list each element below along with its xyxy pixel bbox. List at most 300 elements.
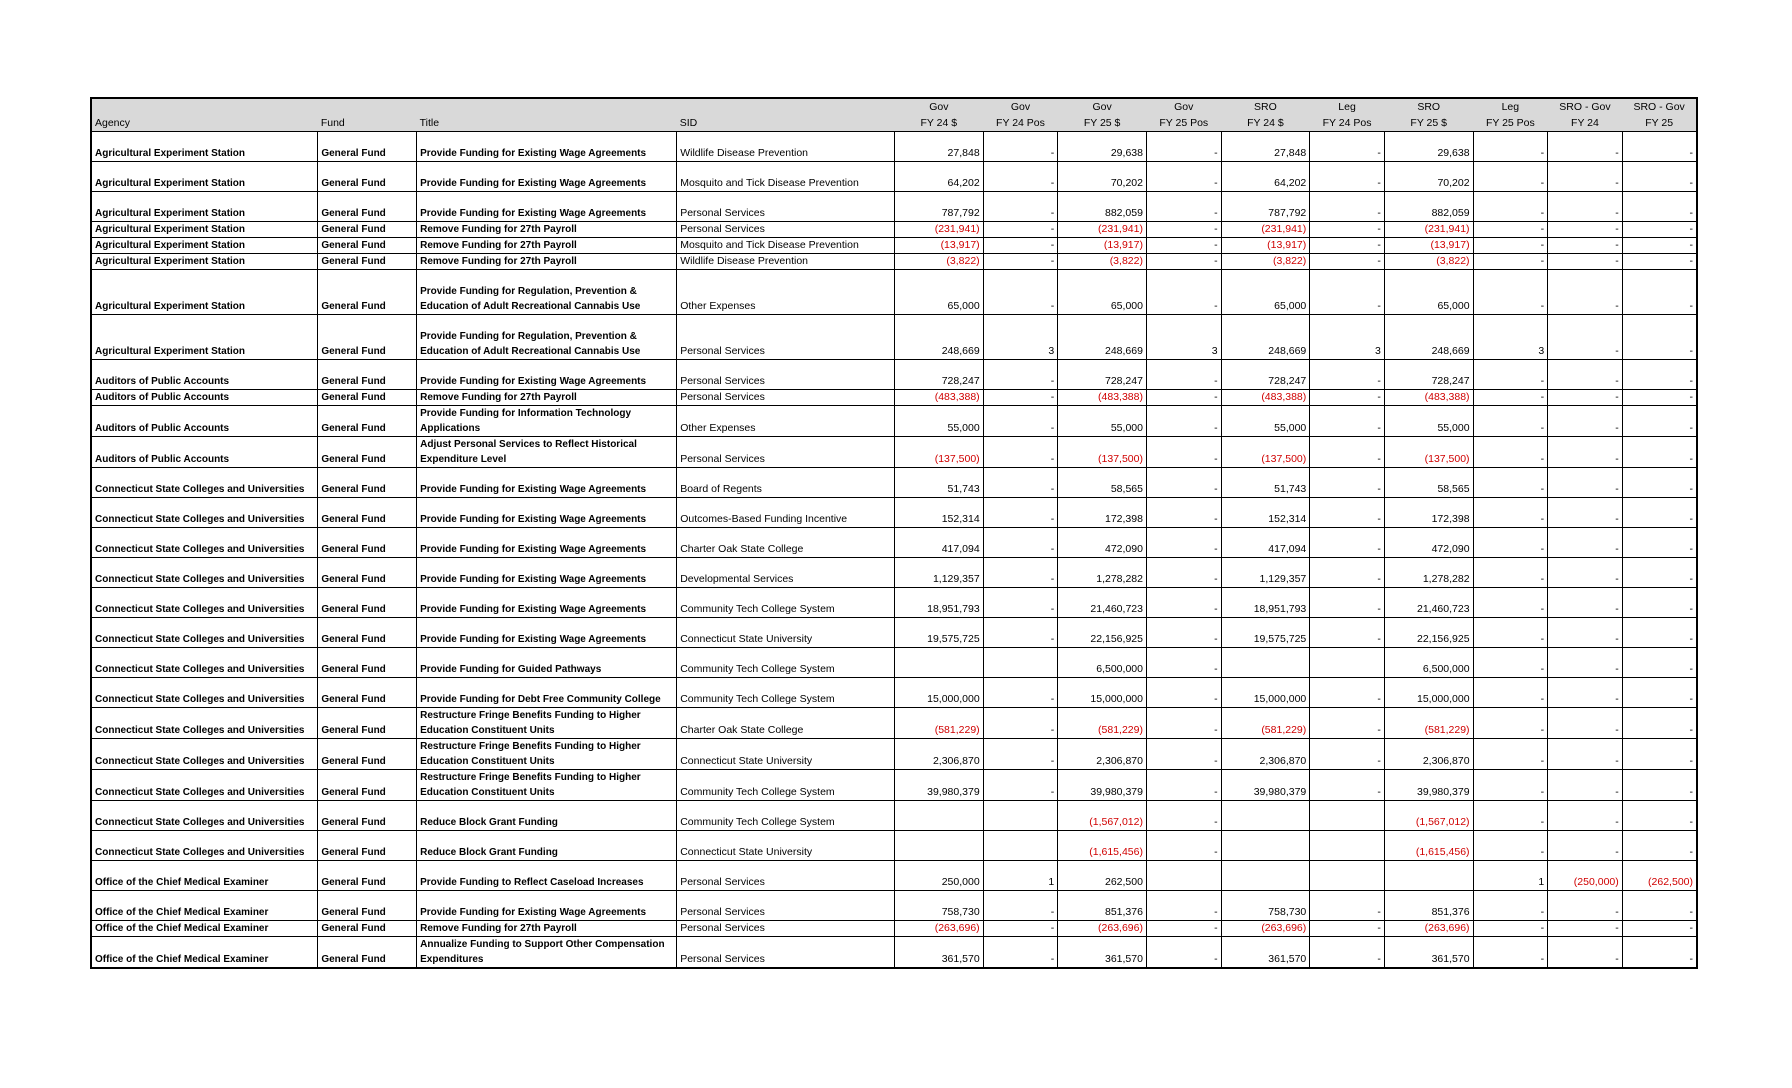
cell-title: Remove Funding for 27th Payroll bbox=[417, 222, 677, 238]
table-row bbox=[91, 390, 1697, 406]
cell-value-col-9: - bbox=[1310, 739, 1385, 770]
cell-value-col-4: 787,792 bbox=[894, 192, 983, 222]
cell-sid: Wildlife Disease Prevention bbox=[677, 132, 895, 162]
cell-value-col-6: 172,398 bbox=[1058, 498, 1147, 528]
cell-fund: General Fund bbox=[318, 498, 417, 528]
table-row bbox=[91, 468, 1697, 498]
cell-agency: Agricultural Experiment Station bbox=[91, 132, 318, 162]
cell-sid: Charter Oak State College bbox=[677, 708, 895, 739]
cell-value-col-11: - bbox=[1473, 437, 1548, 468]
cell-value-col-13: - bbox=[1622, 770, 1697, 801]
table-row bbox=[91, 739, 1697, 770]
cell-title: Provide Funding for Existing Wage Agreements bbox=[417, 588, 677, 618]
cell-value-col-8: 2,306,870 bbox=[1221, 739, 1310, 770]
cell-value-col-9: - bbox=[1310, 937, 1385, 969]
table-row bbox=[91, 861, 1697, 891]
cell-value-col-13: - bbox=[1622, 360, 1697, 390]
cell-value-col-7: - bbox=[1146, 801, 1221, 831]
table-row bbox=[91, 315, 1697, 360]
cell-value-col-8 bbox=[1221, 801, 1310, 831]
cell-value-col-10: 21,460,723 bbox=[1384, 588, 1473, 618]
cell-fund: General Fund bbox=[318, 238, 417, 254]
header-top-col-4: Gov bbox=[894, 98, 983, 115]
table-row bbox=[91, 528, 1697, 558]
cell-value-col-7: - bbox=[1146, 162, 1221, 192]
table-row bbox=[91, 270, 1697, 315]
cell-value-col-8: 728,247 bbox=[1221, 360, 1310, 390]
cell-value-col-4: (3,822) bbox=[894, 254, 983, 270]
cell-title: Restructure Fringe Benefits Funding to Higher Education Constituent Units bbox=[417, 708, 677, 739]
cell-value-col-11: - bbox=[1473, 937, 1548, 969]
cell-value-col-10: 882,059 bbox=[1384, 192, 1473, 222]
cell-value-col-10: 65,000 bbox=[1384, 270, 1473, 315]
cell-fund: General Fund bbox=[318, 831, 417, 861]
cell-value-col-6: 361,570 bbox=[1058, 937, 1147, 969]
cell-value-col-12: - bbox=[1548, 238, 1623, 254]
cell-value-col-10: 55,000 bbox=[1384, 406, 1473, 437]
cell-value-col-5: - bbox=[983, 588, 1058, 618]
cell-value-col-10: 361,570 bbox=[1384, 937, 1473, 969]
cell-value-col-9: - bbox=[1310, 132, 1385, 162]
cell-title: Provide Funding for Existing Wage Agreements bbox=[417, 528, 677, 558]
cell-value-col-10: (581,229) bbox=[1384, 708, 1473, 739]
table-row bbox=[91, 254, 1697, 270]
cell-agency: Connecticut State Colleges and Universities bbox=[91, 678, 318, 708]
cell-agency: Agricultural Experiment Station bbox=[91, 254, 318, 270]
cell-value-col-9: - bbox=[1310, 437, 1385, 468]
table-row bbox=[91, 831, 1697, 861]
cell-value-col-10: 29,638 bbox=[1384, 132, 1473, 162]
table-row bbox=[91, 770, 1697, 801]
cell-value-col-10: 728,247 bbox=[1384, 360, 1473, 390]
cell-value-col-4: 15,000,000 bbox=[894, 678, 983, 708]
cell-agency: Agricultural Experiment Station bbox=[91, 315, 318, 360]
cell-value-col-13: - bbox=[1622, 937, 1697, 969]
cell-value-col-5: - bbox=[983, 891, 1058, 921]
cell-sid: Personal Services bbox=[677, 861, 895, 891]
cell-value-col-4: 758,730 bbox=[894, 891, 983, 921]
cell-value-col-13: - bbox=[1622, 315, 1697, 360]
cell-title: Provide Funding for Existing Wage Agreements bbox=[417, 618, 677, 648]
cell-value-col-13: - bbox=[1622, 390, 1697, 406]
cell-value-col-12: - bbox=[1548, 588, 1623, 618]
cell-value-col-9: - bbox=[1310, 238, 1385, 254]
cell-value-col-11: - bbox=[1473, 708, 1548, 739]
cell-value-col-12: - bbox=[1548, 222, 1623, 238]
cell-value-col-10: 22,156,925 bbox=[1384, 618, 1473, 648]
cell-agency: Auditors of Public Accounts bbox=[91, 360, 318, 390]
header-top-col-12: SRO - Gov bbox=[1548, 98, 1623, 115]
cell-value-col-9: 3 bbox=[1310, 315, 1385, 360]
cell-value-col-11: - bbox=[1473, 618, 1548, 648]
cell-value-col-10: 6,500,000 bbox=[1384, 648, 1473, 678]
cell-value-col-5: - bbox=[983, 390, 1058, 406]
cell-title: Restructure Fringe Benefits Funding to Higher Education Constituent Units bbox=[417, 739, 677, 770]
header-col-3: SID bbox=[677, 115, 895, 132]
cell-value-col-11: - bbox=[1473, 770, 1548, 801]
cell-value-col-6: 728,247 bbox=[1058, 360, 1147, 390]
cell-agency: Connecticut State Colleges and Universities bbox=[91, 498, 318, 528]
cell-fund: General Fund bbox=[318, 254, 417, 270]
cell-value-col-9: - bbox=[1310, 254, 1385, 270]
cell-value-col-6: 248,669 bbox=[1058, 315, 1147, 360]
header-col-1: Fund bbox=[318, 115, 417, 132]
cell-value-col-10: (483,388) bbox=[1384, 390, 1473, 406]
cell-value-col-4: 64,202 bbox=[894, 162, 983, 192]
cell-value-col-6: (231,941) bbox=[1058, 222, 1147, 238]
cell-value-col-5: - bbox=[983, 192, 1058, 222]
cell-value-col-9: - bbox=[1310, 406, 1385, 437]
cell-value-col-7: - bbox=[1146, 588, 1221, 618]
cell-value-col-9: - bbox=[1310, 390, 1385, 406]
cell-value-col-9 bbox=[1310, 648, 1385, 678]
cell-fund: General Fund bbox=[318, 588, 417, 618]
cell-agency: Connecticut State Colleges and Universities bbox=[91, 528, 318, 558]
cell-value-col-4: 728,247 bbox=[894, 360, 983, 390]
cell-value-col-5: - bbox=[983, 618, 1058, 648]
cell-value-col-11: - bbox=[1473, 801, 1548, 831]
cell-value-col-6: (263,696) bbox=[1058, 921, 1147, 937]
cell-value-col-10: 2,306,870 bbox=[1384, 739, 1473, 770]
cell-value-col-5 bbox=[983, 648, 1058, 678]
cell-agency: Connecticut State Colleges and Universities bbox=[91, 468, 318, 498]
cell-value-col-11: - bbox=[1473, 678, 1548, 708]
cell-value-col-4: 27,848 bbox=[894, 132, 983, 162]
cell-value-col-4: 39,980,379 bbox=[894, 770, 983, 801]
cell-agency: Agricultural Experiment Station bbox=[91, 222, 318, 238]
cell-value-col-13: - bbox=[1622, 921, 1697, 937]
table-row bbox=[91, 360, 1697, 390]
table-row bbox=[91, 648, 1697, 678]
cell-value-col-12: - bbox=[1548, 468, 1623, 498]
cell-value-col-12: - bbox=[1548, 270, 1623, 315]
cell-value-col-5: - bbox=[983, 498, 1058, 528]
cell-value-col-13: - bbox=[1622, 222, 1697, 238]
cell-value-col-6: 882,059 bbox=[1058, 192, 1147, 222]
cell-value-col-11: - bbox=[1473, 648, 1548, 678]
cell-value-col-8: 1,129,357 bbox=[1221, 558, 1310, 588]
cell-title: Annualize Funding to Support Other Compensation Expenditures bbox=[417, 937, 677, 969]
cell-value-col-6: 29,638 bbox=[1058, 132, 1147, 162]
cell-value-col-5: - bbox=[983, 437, 1058, 468]
cell-value-col-9: - bbox=[1310, 528, 1385, 558]
cell-value-col-5: - bbox=[983, 162, 1058, 192]
cell-value-col-8: 15,000,000 bbox=[1221, 678, 1310, 708]
cell-value-col-12: - bbox=[1548, 801, 1623, 831]
cell-value-col-8: 65,000 bbox=[1221, 270, 1310, 315]
cell-value-col-7: - bbox=[1146, 891, 1221, 921]
cell-value-col-13: - bbox=[1622, 678, 1697, 708]
cell-value-col-8: 18,951,793 bbox=[1221, 588, 1310, 618]
cell-value-col-7: - bbox=[1146, 192, 1221, 222]
header-col-4: FY 24 $ bbox=[894, 115, 983, 132]
cell-value-col-12: - bbox=[1548, 498, 1623, 528]
cell-value-col-13: - bbox=[1622, 739, 1697, 770]
cell-value-col-7: - bbox=[1146, 468, 1221, 498]
cell-value-col-4 bbox=[894, 831, 983, 861]
cell-value-col-5: - bbox=[983, 468, 1058, 498]
cell-value-col-10: 472,090 bbox=[1384, 528, 1473, 558]
header-top-col-2 bbox=[417, 98, 677, 115]
cell-value-col-13: - bbox=[1622, 192, 1697, 222]
cell-title: Provide Funding for Existing Wage Agreements bbox=[417, 498, 677, 528]
cell-value-col-8: 19,575,725 bbox=[1221, 618, 1310, 648]
cell-value-col-6: 39,980,379 bbox=[1058, 770, 1147, 801]
cell-fund: General Fund bbox=[318, 315, 417, 360]
cell-value-col-12: - bbox=[1548, 770, 1623, 801]
cell-value-col-7: - bbox=[1146, 558, 1221, 588]
cell-value-col-13: - bbox=[1622, 498, 1697, 528]
cell-value-col-12: - bbox=[1548, 921, 1623, 937]
header-top-col-8: SRO bbox=[1221, 98, 1310, 115]
cell-title: Remove Funding for 27th Payroll bbox=[417, 254, 677, 270]
cell-fund: General Fund bbox=[318, 437, 417, 468]
cell-title: Provide Funding to Reflect Caseload Increases bbox=[417, 861, 677, 891]
cell-value-col-13: - bbox=[1622, 270, 1697, 315]
table-row bbox=[91, 891, 1697, 921]
cell-fund: General Fund bbox=[318, 468, 417, 498]
cell-sid: Personal Services bbox=[677, 437, 895, 468]
cell-value-col-13: (262,500) bbox=[1622, 861, 1697, 891]
header-top-col-6: Gov bbox=[1058, 98, 1147, 115]
cell-title: Restructure Fringe Benefits Funding to Higher Education Constituent Units bbox=[417, 770, 677, 801]
cell-value-col-9: - bbox=[1310, 192, 1385, 222]
cell-value-col-10: (263,696) bbox=[1384, 921, 1473, 937]
cell-value-col-10: 1,278,282 bbox=[1384, 558, 1473, 588]
cell-agency: Agricultural Experiment Station bbox=[91, 192, 318, 222]
cell-value-col-7: - bbox=[1146, 648, 1221, 678]
cell-value-col-4: 1,129,357 bbox=[894, 558, 983, 588]
cell-value-col-6: 2,306,870 bbox=[1058, 739, 1147, 770]
cell-agency: Agricultural Experiment Station bbox=[91, 270, 318, 315]
cell-value-col-6: 22,156,925 bbox=[1058, 618, 1147, 648]
cell-value-col-4: 361,570 bbox=[894, 937, 983, 969]
cell-sid: Personal Services bbox=[677, 891, 895, 921]
cell-title: Provide Funding for Information Technology Applications bbox=[417, 406, 677, 437]
cell-agency: Office of the Chief Medical Examiner bbox=[91, 937, 318, 969]
cell-agency: Agricultural Experiment Station bbox=[91, 162, 318, 192]
cell-value-col-8 bbox=[1221, 861, 1310, 891]
table-row bbox=[91, 708, 1697, 739]
table-row bbox=[91, 238, 1697, 254]
cell-value-col-11: - bbox=[1473, 360, 1548, 390]
cell-value-col-5: - bbox=[983, 921, 1058, 937]
cell-value-col-7: - bbox=[1146, 937, 1221, 969]
cell-value-col-6: (1,615,456) bbox=[1058, 831, 1147, 861]
cell-value-col-5: - bbox=[983, 678, 1058, 708]
table-row bbox=[91, 406, 1697, 437]
cell-fund: General Fund bbox=[318, 360, 417, 390]
cell-value-col-8: (231,941) bbox=[1221, 222, 1310, 238]
cell-sid: Personal Services bbox=[677, 192, 895, 222]
cell-title: Provide Funding for Guided Pathways bbox=[417, 648, 677, 678]
cell-value-col-7: - bbox=[1146, 528, 1221, 558]
cell-value-col-9: - bbox=[1310, 770, 1385, 801]
cell-value-col-9: - bbox=[1310, 468, 1385, 498]
header-top-col-7: Gov bbox=[1146, 98, 1221, 115]
cell-value-col-6: (581,229) bbox=[1058, 708, 1147, 739]
cell-value-col-5: - bbox=[983, 937, 1058, 969]
cell-value-col-5: 3 bbox=[983, 315, 1058, 360]
cell-value-col-12: - bbox=[1548, 192, 1623, 222]
cell-value-col-4: 51,743 bbox=[894, 468, 983, 498]
cell-agency: Connecticut State Colleges and Universities bbox=[91, 801, 318, 831]
cell-value-col-8: (483,388) bbox=[1221, 390, 1310, 406]
cell-value-col-4 bbox=[894, 801, 983, 831]
cell-value-col-9: - bbox=[1310, 558, 1385, 588]
cell-fund: General Fund bbox=[318, 861, 417, 891]
cell-agency: Connecticut State Colleges and Universities bbox=[91, 739, 318, 770]
cell-value-col-11: 3 bbox=[1473, 315, 1548, 360]
cell-fund: General Fund bbox=[318, 891, 417, 921]
cell-fund: General Fund bbox=[318, 678, 417, 708]
cell-value-col-13: - bbox=[1622, 437, 1697, 468]
cell-fund: General Fund bbox=[318, 739, 417, 770]
cell-value-col-7: - bbox=[1146, 770, 1221, 801]
cell-value-col-7: - bbox=[1146, 678, 1221, 708]
cell-value-col-13: - bbox=[1622, 558, 1697, 588]
cell-value-col-8: 758,730 bbox=[1221, 891, 1310, 921]
cell-value-col-6: 472,090 bbox=[1058, 528, 1147, 558]
cell-value-col-5: - bbox=[983, 558, 1058, 588]
cell-value-col-10 bbox=[1384, 861, 1473, 891]
cell-value-col-10: 851,376 bbox=[1384, 891, 1473, 921]
cell-fund: General Fund bbox=[318, 708, 417, 739]
cell-value-col-8: 27,848 bbox=[1221, 132, 1310, 162]
cell-agency: Connecticut State Colleges and Universities bbox=[91, 770, 318, 801]
header-col-11: FY 25 Pos bbox=[1473, 115, 1548, 132]
cell-value-col-11: - bbox=[1473, 528, 1548, 558]
cell-value-col-6: (137,500) bbox=[1058, 437, 1147, 468]
table-row bbox=[91, 921, 1697, 937]
cell-value-col-13: - bbox=[1622, 831, 1697, 861]
cell-agency: Auditors of Public Accounts bbox=[91, 437, 318, 468]
cell-value-col-12: - bbox=[1548, 937, 1623, 969]
cell-value-col-7: - bbox=[1146, 270, 1221, 315]
cell-value-col-4: 248,669 bbox=[894, 315, 983, 360]
cell-value-col-8: 39,980,379 bbox=[1221, 770, 1310, 801]
cell-value-col-7: - bbox=[1146, 708, 1221, 739]
cell-value-col-12: - bbox=[1548, 891, 1623, 921]
cell-sid: Mosquito and Tick Disease Prevention bbox=[677, 238, 895, 254]
table-row bbox=[91, 618, 1697, 648]
header-col-0: Agency bbox=[91, 115, 318, 132]
cell-title: Reduce Block Grant Funding bbox=[417, 801, 677, 831]
cell-value-col-8: (137,500) bbox=[1221, 437, 1310, 468]
table-row bbox=[91, 801, 1697, 831]
cell-agency: Office of the Chief Medical Examiner bbox=[91, 861, 318, 891]
cell-title: Provide Funding for Existing Wage Agreements bbox=[417, 468, 677, 498]
cell-value-col-7: - bbox=[1146, 406, 1221, 437]
cell-fund: General Fund bbox=[318, 937, 417, 969]
cell-value-col-8: 64,202 bbox=[1221, 162, 1310, 192]
cell-value-col-11: - bbox=[1473, 132, 1548, 162]
cell-value-col-5: - bbox=[983, 406, 1058, 437]
table-row bbox=[91, 132, 1697, 162]
cell-value-col-11: - bbox=[1473, 921, 1548, 937]
cell-sid: Outcomes-Based Funding Incentive bbox=[677, 498, 895, 528]
cell-value-col-9: - bbox=[1310, 588, 1385, 618]
cell-value-col-10: 15,000,000 bbox=[1384, 678, 1473, 708]
cell-value-col-7: - bbox=[1146, 254, 1221, 270]
budget-table bbox=[90, 97, 1698, 969]
cell-value-col-12: - bbox=[1548, 528, 1623, 558]
cell-value-col-12: - bbox=[1548, 254, 1623, 270]
cell-value-col-4: 65,000 bbox=[894, 270, 983, 315]
cell-title: Provide Funding for Existing Wage Agreements bbox=[417, 891, 677, 921]
cell-agency: Auditors of Public Accounts bbox=[91, 406, 318, 437]
cell-value-col-13: - bbox=[1622, 162, 1697, 192]
cell-value-col-5: - bbox=[983, 770, 1058, 801]
cell-value-col-9: - bbox=[1310, 270, 1385, 315]
cell-value-col-12: - bbox=[1548, 558, 1623, 588]
cell-value-col-11: - bbox=[1473, 270, 1548, 315]
table-body bbox=[91, 132, 1697, 969]
cell-title: Provide Funding for Regulation, Prevention & Education of Adult Recreational Cannabis Use bbox=[417, 270, 677, 315]
header-top-col-10: SRO bbox=[1384, 98, 1473, 115]
cell-value-col-8 bbox=[1221, 648, 1310, 678]
cell-agency: Auditors of Public Accounts bbox=[91, 390, 318, 406]
cell-value-col-5: - bbox=[983, 360, 1058, 390]
cell-value-col-9: - bbox=[1310, 708, 1385, 739]
header-col-2: Title bbox=[417, 115, 677, 132]
cell-value-col-13: - bbox=[1622, 618, 1697, 648]
cell-fund: General Fund bbox=[318, 162, 417, 192]
table-row bbox=[91, 937, 1697, 969]
table-row bbox=[91, 588, 1697, 618]
cell-value-col-9: - bbox=[1310, 678, 1385, 708]
cell-value-col-11: - bbox=[1473, 558, 1548, 588]
cell-sid: Personal Services bbox=[677, 360, 895, 390]
cell-value-col-9 bbox=[1310, 801, 1385, 831]
cell-value-col-4: 55,000 bbox=[894, 406, 983, 437]
cell-value-col-6: 851,376 bbox=[1058, 891, 1147, 921]
cell-value-col-11: - bbox=[1473, 891, 1548, 921]
cell-value-col-4: 19,575,725 bbox=[894, 618, 983, 648]
cell-value-col-6: (483,388) bbox=[1058, 390, 1147, 406]
cell-sid: Community Tech College System bbox=[677, 588, 895, 618]
cell-value-col-5: - bbox=[983, 132, 1058, 162]
cell-sid: Connecticut State University bbox=[677, 739, 895, 770]
cell-value-col-11: - bbox=[1473, 739, 1548, 770]
cell-sid: Personal Services bbox=[677, 390, 895, 406]
cell-value-col-5: - bbox=[983, 739, 1058, 770]
cell-value-col-9 bbox=[1310, 861, 1385, 891]
header-col-10: FY 25 $ bbox=[1384, 115, 1473, 132]
cell-value-col-12: - bbox=[1548, 360, 1623, 390]
cell-fund: General Fund bbox=[318, 618, 417, 648]
cell-agency: Connecticut State Colleges and Universities bbox=[91, 558, 318, 588]
cell-value-col-9: - bbox=[1310, 618, 1385, 648]
header-col-8: FY 24 $ bbox=[1221, 115, 1310, 132]
cell-sid: Community Tech College System bbox=[677, 648, 895, 678]
cell-value-col-10: 172,398 bbox=[1384, 498, 1473, 528]
cell-value-col-11: - bbox=[1473, 238, 1548, 254]
cell-value-col-10: (137,500) bbox=[1384, 437, 1473, 468]
cell-value-col-4: (137,500) bbox=[894, 437, 983, 468]
table-row bbox=[91, 162, 1697, 192]
cell-sid: Connecticut State University bbox=[677, 831, 895, 861]
header-row-top bbox=[91, 98, 1697, 115]
cell-value-col-9 bbox=[1310, 831, 1385, 861]
header-top-col-0 bbox=[91, 98, 318, 115]
cell-value-col-6: 21,460,723 bbox=[1058, 588, 1147, 618]
cell-agency: Connecticut State Colleges and Universities bbox=[91, 618, 318, 648]
cell-value-col-12: - bbox=[1548, 406, 1623, 437]
cell-value-col-6: (3,822) bbox=[1058, 254, 1147, 270]
cell-value-col-8: 152,314 bbox=[1221, 498, 1310, 528]
cell-value-col-4: 417,094 bbox=[894, 528, 983, 558]
